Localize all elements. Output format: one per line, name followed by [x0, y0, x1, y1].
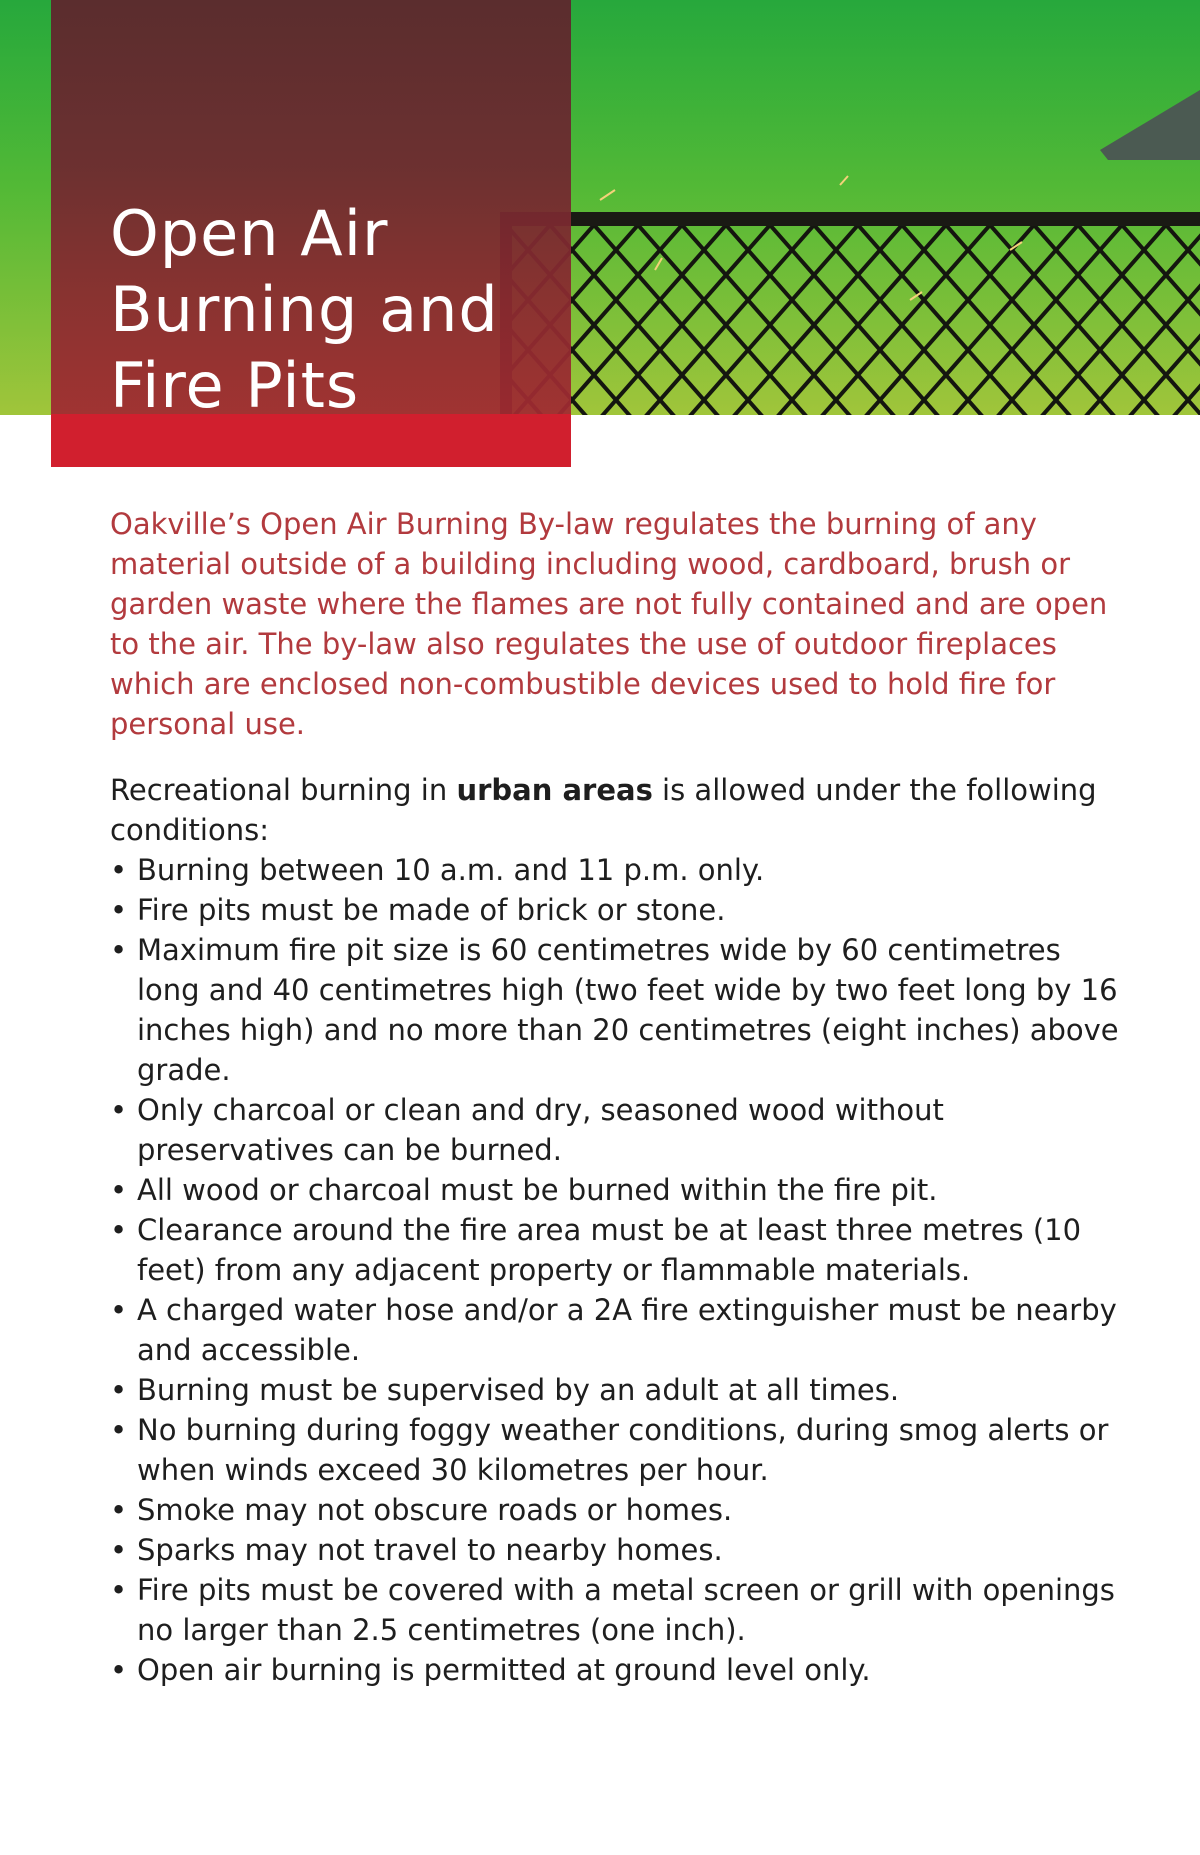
list-item: • A charged water hose and/or a 2A fire extinguisher must be nearby and accessible.	[110, 1290, 1120, 1370]
list-item: • Only charcoal or clean and dry, seasoned wood without preservatives can be burned.	[110, 1090, 1120, 1170]
list-item: • Clearance around the fire area must be at least three metres (10 feet) from any adjacent property or flammable materials.	[110, 1210, 1120, 1290]
list-item: • Sparks may not travel to nearby homes.	[110, 1530, 1120, 1570]
list-item: • All wood or charcoal must be burned within the fire pit.	[110, 1170, 1120, 1210]
list-item: • Burning between 10 a.m. and 11 p.m. only.	[110, 850, 1120, 890]
title-line: Open Air	[110, 197, 389, 270]
list-item: • Fire pits must be covered with a metal screen or grill with openings no larger than 2.5 centimetres (one inch).	[110, 1570, 1120, 1650]
list-item: • Open air burning is permitted at ground level only.	[110, 1650, 1120, 1690]
conditions-lead	[110, 770, 1120, 850]
list-item: • Burning must be supervised by an adult at all times.	[110, 1370, 1120, 1410]
page-title	[110, 196, 570, 424]
title-line: Burning and	[110, 273, 499, 346]
lead-text: is allowed under the following conditions:	[110, 773, 1097, 847]
list-item: • Fire pits must be made of brick or stone.	[110, 890, 1120, 930]
list-item: • Maximum fire pit size is 60 centimetres wide by 60 centimetres long and 40 centimetres high (two feet wide by two feet long by 16 inches high) and no more than 20 centimetres (eight inches) above grade.	[110, 930, 1120, 1090]
title-line: Fire Pits	[110, 349, 360, 422]
lead-bold-text: urban areas	[456, 773, 653, 807]
list-item: • No burning during foggy weather conditions, during smog alerts or when winds exceed 30 kilometres per hour.	[110, 1410, 1120, 1490]
conditions-list	[110, 850, 1120, 1690]
conditions-section	[110, 770, 1120, 1690]
list-item: • Smoke may not obscure roads or homes.	[110, 1490, 1120, 1530]
lead-text: Recreational burning in	[110, 773, 457, 807]
intro-paragraph: Oakville’s Open Air Burning By-law regulates the burning of any material outside of a building including wood, cardboard, brush or garden waste where the flames are not fully contained and are open to the air. The by-law also regulates the use of outdoor fireplaces which are enclosed non-combustible devices used to hold fire for personal use.	[110, 507, 1108, 741]
